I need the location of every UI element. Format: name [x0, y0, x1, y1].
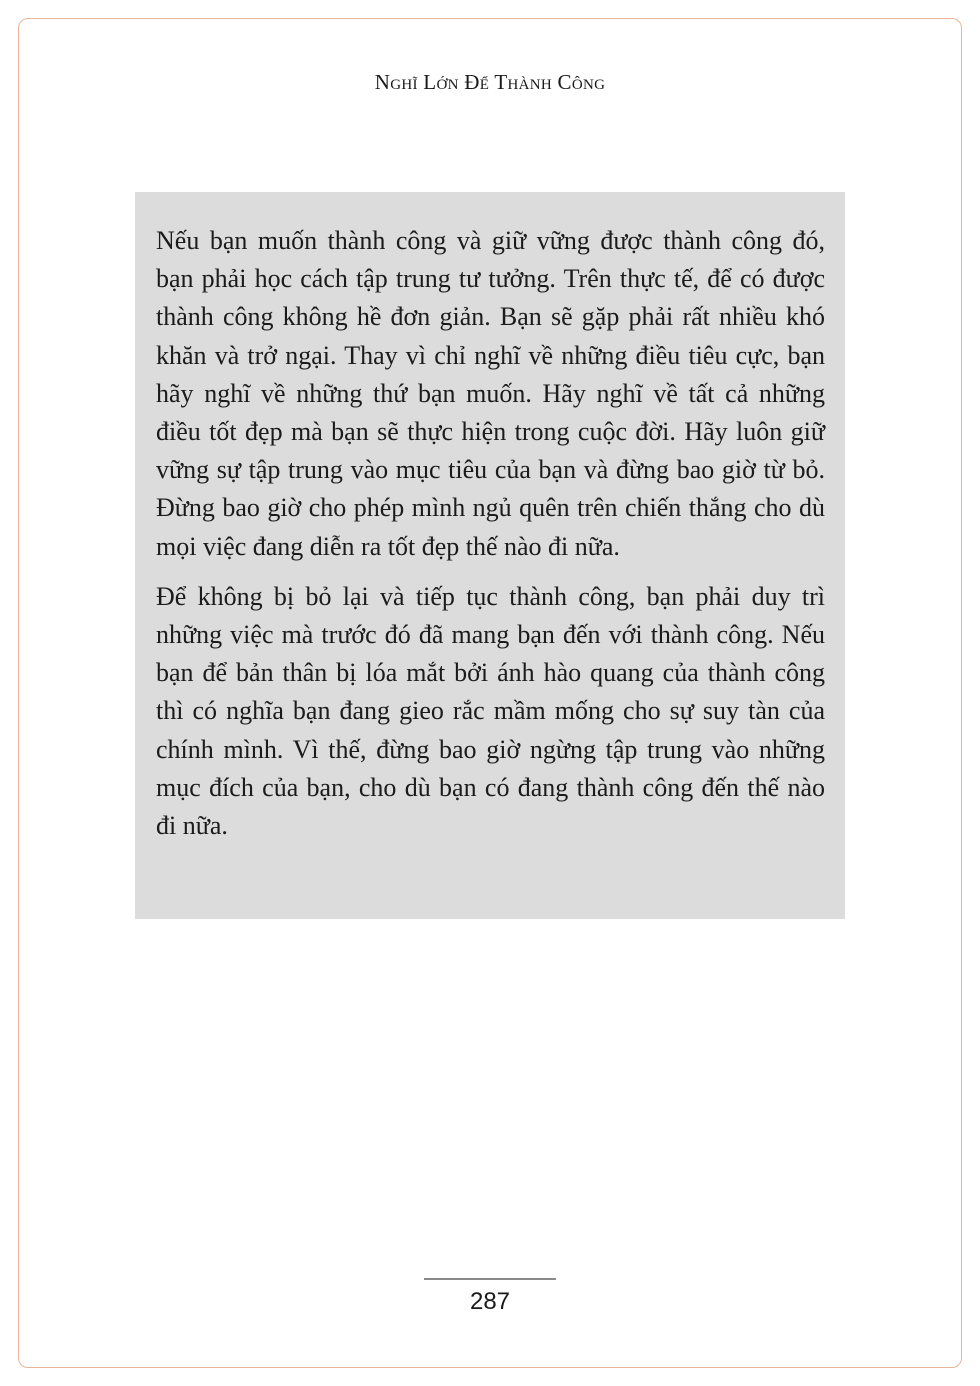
paragraph-1: Nếu bạn muốn thành công và giữ vững được thành công đó, bạn phải học cách tập trung tư tưởng. Trên thực tế, để có được thành công không hề đơn giản. Bạn sẽ gặp phải rất nhiều khó khăn và trở ngại. Thay vì chỉ nghĩ về những điều tiêu cực, bạn hãy nghĩ về những thứ bạn muốn. Hãy nghĩ về tất cả những điều tốt đẹp mà bạn sẽ thực hiện trong cuộc đời. Hãy luôn giữ vững sự tập trung vào mục tiêu của bạn và đừng bao giờ từ bỏ. Đừng bao giờ cho phép mình ngủ quên trên chiến thắng cho dù mọi việc đang diễn ra tốt đẹp thế nào đi nữa.: [156, 226, 825, 561]
page-number-rule: [424, 1278, 556, 1280]
highlight-box: [135, 192, 845, 919]
running-header: Nghĩ Lớn Để Thành Công: [374, 70, 606, 94]
page-number: 287: [469, 1288, 511, 1315]
paragraph-2: Để không bị bỏ lại và tiếp tục thành công, bạn phải duy trì những việc mà trước đó đã mang bạn đến với thành công. Nếu bạn để bản thân bị lóa mắt bởi ánh hào quang của thành công thì có nghĩa bạn đang gieo rắc mầm mống cho sự suy tàn của chính mình. Vì thế, đừng bao giờ ngừng tập trung vào những mục đích của bạn, cho dù bạn có đang thành công đến thế nào đi nữa.: [156, 581, 825, 841]
